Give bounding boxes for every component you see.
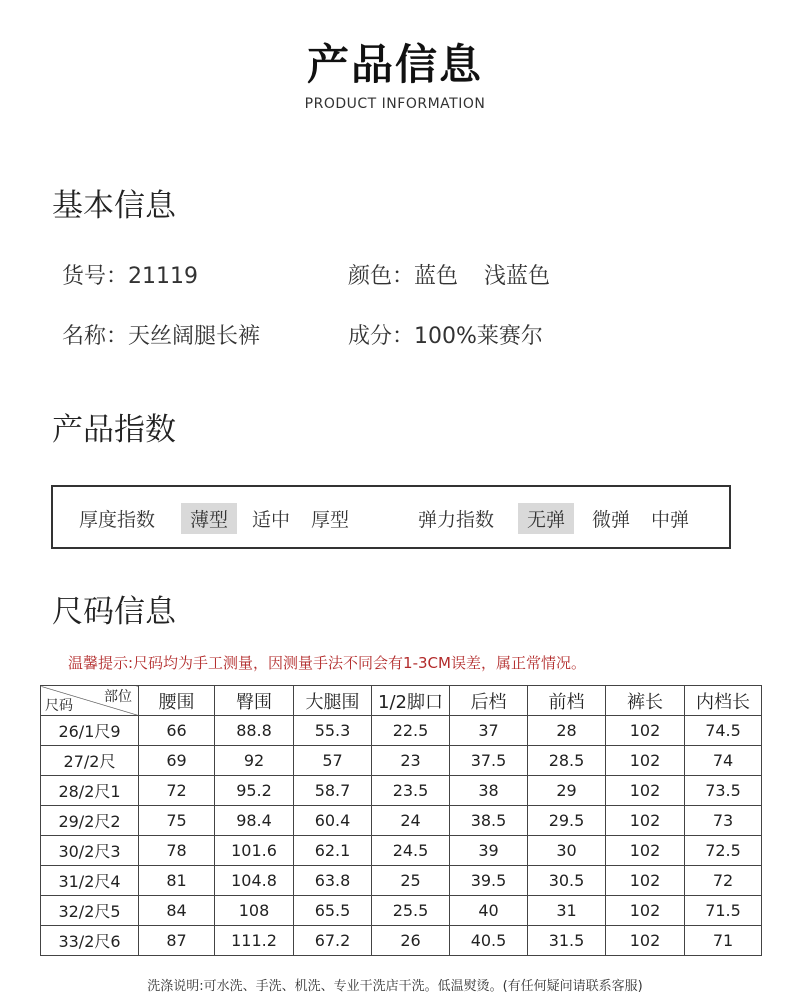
size-cell: 31/2尺4 <box>41 866 139 896</box>
measure-cell: 55.3 <box>294 716 372 746</box>
measure-cell: 57 <box>294 746 372 776</box>
color-value-2: 浅蓝色 <box>484 264 551 289</box>
measure-cell: 78 <box>139 836 215 866</box>
measure-cell: 23.5 <box>372 776 450 806</box>
table-row <box>41 926 762 956</box>
measure-cell: 23 <box>372 746 450 776</box>
measure-cell: 66 <box>139 716 215 746</box>
wash-instructions: 洗涤说明:可水洗、手洗、机洗、专业干洗店干洗。低温熨烫。(有任何疑问请联系客服) <box>147 979 643 994</box>
measure-cell: 62.1 <box>294 836 372 866</box>
col-header: 大腿围 <box>294 686 372 716</box>
corner-header <box>41 686 139 716</box>
col-header: 前档 <box>528 686 606 716</box>
size-table-body <box>41 716 762 956</box>
measure-cell: 67.2 <box>294 926 372 956</box>
measure-cell: 63.8 <box>294 866 372 896</box>
measure-cell: 39 <box>450 836 528 866</box>
material-label: 成分： <box>348 324 415 349</box>
measure-cell: 40 <box>450 896 528 926</box>
measure-cell: 88.8 <box>215 716 294 746</box>
size-info-heading: 尺码信息 <box>52 594 176 630</box>
material-value: 100%莱赛尔 <box>414 324 543 349</box>
measure-cell: 111.2 <box>215 926 294 956</box>
measure-cell: 69 <box>139 746 215 776</box>
name-value: 天丝阔腿长裤 <box>128 324 261 349</box>
measure-cell: 74 <box>685 746 762 776</box>
measure-cell: 38 <box>450 776 528 806</box>
measure-cell: 22.5 <box>372 716 450 746</box>
measure-cell: 24 <box>372 806 450 836</box>
measure-cell: 102 <box>606 836 685 866</box>
measure-cell: 98.4 <box>215 806 294 836</box>
thickness-option-thick: 厚型 <box>311 509 350 531</box>
product-index-heading: 产品指数 <box>52 412 176 448</box>
measure-cell: 92 <box>215 746 294 776</box>
material-row <box>348 319 543 350</box>
measure-cell: 102 <box>606 776 685 806</box>
measure-cell: 58.7 <box>294 776 372 806</box>
measure-cell: 108 <box>215 896 294 926</box>
size-cell: 27/2尺 <box>41 746 139 776</box>
size-cell: 29/2尺2 <box>41 806 139 836</box>
page-subtitle: PRODUCT INFORMATION <box>304 96 486 112</box>
size-cell: 26/1尺9 <box>41 716 139 746</box>
basic-info-heading: 基本信息 <box>52 188 176 224</box>
elastic-option-medium: 中弹 <box>651 509 690 531</box>
size-tip: 温馨提示:尺码均为手工测量，因测量手法不同会有1-3CM误差，属正常情况。 <box>68 654 586 672</box>
name-label: 名称： <box>62 324 129 349</box>
measure-cell: 29 <box>528 776 606 806</box>
measure-cell: 81 <box>139 866 215 896</box>
color-label: 颜色： <box>348 264 415 289</box>
size-cell: 32/2尺5 <box>41 896 139 926</box>
size-cell: 33/2尺6 <box>41 926 139 956</box>
item-no-label: 货号： <box>62 264 129 289</box>
measure-cell: 73.5 <box>685 776 762 806</box>
measure-cell: 71 <box>685 926 762 956</box>
measure-cell: 26 <box>372 926 450 956</box>
measure-cell: 95.2 <box>215 776 294 806</box>
table-row <box>41 866 762 896</box>
col-header: 裤长 <box>606 686 685 716</box>
col-header: 腰围 <box>139 686 215 716</box>
col-header: 1/2脚口 <box>372 686 450 716</box>
elastic-option-slight: 微弹 <box>592 509 631 531</box>
size-table-header <box>41 686 762 716</box>
measure-cell: 65.5 <box>294 896 372 926</box>
measure-cell: 31 <box>528 896 606 926</box>
table-row <box>41 746 762 776</box>
measure-cell: 71.5 <box>685 896 762 926</box>
measure-cell: 72 <box>139 776 215 806</box>
color-value-1: 蓝色 <box>414 264 459 289</box>
measure-cell: 87 <box>139 926 215 956</box>
measure-cell: 104.8 <box>215 866 294 896</box>
measure-cell: 102 <box>606 896 685 926</box>
table-row <box>41 716 762 746</box>
item-no-value: 21119 <box>128 264 199 289</box>
measure-cell: 31.5 <box>528 926 606 956</box>
measure-cell: 74.5 <box>685 716 762 746</box>
col-header: 内档长 <box>685 686 762 716</box>
measure-cell: 102 <box>606 806 685 836</box>
col-header: 臀围 <box>215 686 294 716</box>
thickness-option-medium: 适中 <box>252 509 291 531</box>
name-row <box>62 319 260 350</box>
thickness-option-thin: 薄型 <box>181 503 237 534</box>
measure-cell: 38.5 <box>450 806 528 836</box>
measure-cell: 84 <box>139 896 215 926</box>
measure-cell: 102 <box>606 746 685 776</box>
measure-cell: 30 <box>528 836 606 866</box>
measure-cell: 28 <box>528 716 606 746</box>
table-row <box>41 806 762 836</box>
measure-cell: 39.5 <box>450 866 528 896</box>
measure-cell: 30.5 <box>528 866 606 896</box>
table-row <box>41 896 762 926</box>
measure-cell: 40.5 <box>450 926 528 956</box>
elastic-label: 弹力指数 <box>418 509 495 531</box>
size-cell: 28/2尺1 <box>41 776 139 806</box>
measure-cell: 37.5 <box>450 746 528 776</box>
measure-cell: 72.5 <box>685 836 762 866</box>
measure-cell: 72 <box>685 866 762 896</box>
measure-cell: 29.5 <box>528 806 606 836</box>
product-index-box <box>51 485 731 549</box>
measure-cell: 25 <box>372 866 450 896</box>
measure-cell: 75 <box>139 806 215 836</box>
measure-cell: 102 <box>606 716 685 746</box>
measure-cell: 102 <box>606 866 685 896</box>
size-table <box>40 685 762 956</box>
measure-cell: 73 <box>685 806 762 836</box>
elastic-option-none: 无弹 <box>518 503 574 534</box>
page-title: 产品信息 <box>306 40 483 89</box>
item-no-row <box>62 259 198 290</box>
thickness-label: 厚度指数 <box>79 509 156 531</box>
table-row <box>41 776 762 806</box>
corner-size-label: 尺码 <box>45 698 73 714</box>
measure-cell: 25.5 <box>372 896 450 926</box>
measure-cell: 102 <box>606 926 685 956</box>
col-header: 后档 <box>450 686 528 716</box>
size-cell: 30/2尺3 <box>41 836 139 866</box>
measure-cell: 60.4 <box>294 806 372 836</box>
measure-cell: 101.6 <box>215 836 294 866</box>
color-row <box>348 259 550 290</box>
corner-part-label: 部位 <box>104 689 132 705</box>
measure-cell: 24.5 <box>372 836 450 866</box>
measure-cell: 37 <box>450 716 528 746</box>
measure-cell: 28.5 <box>528 746 606 776</box>
table-row <box>41 836 762 866</box>
